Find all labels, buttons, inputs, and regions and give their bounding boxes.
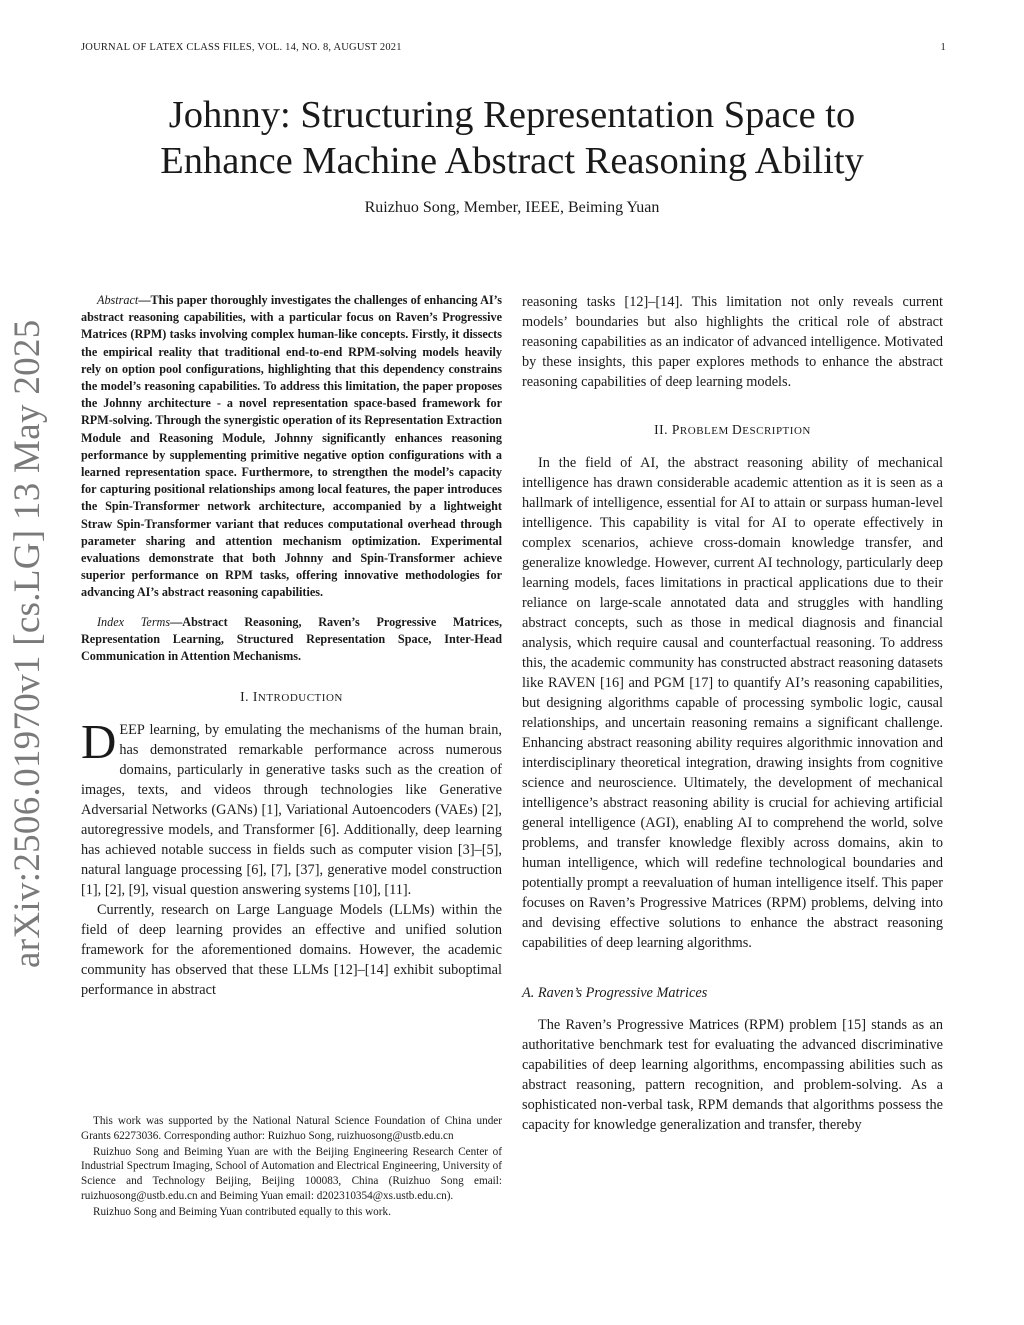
index-terms xyxy=(81,614,502,666)
abstract xyxy=(81,292,502,602)
rpm-paragraph: The Raven’s Progressive Matrices (RPM) problem [15] stands as an authoritative benchmark test for evaluating the advanced discriminative capabilities of deep learning algorithms, encompassing abilities such as abstract reasoning, pattern recognition, and problem-solving. As a sophisticated non-verbal task, RPM demands that algorithms possess the capacity for knowledge generalization and transfer, thereby xyxy=(522,1017,943,1133)
section-numeral: II. xyxy=(654,422,672,437)
page-number: 1 xyxy=(940,42,946,53)
running-head-text: JOURNAL OF LATEX CLASS FILES, VOL. 14, NO. 8, AUGUST 2021 xyxy=(81,42,402,53)
drop-cap: D xyxy=(81,714,117,770)
problem-paragraph: In the field of AI, the abstract reasoning ability of mechanical intelligence has drawn considerable academic attention as it is seen as a hallmark of intelligence, essential for AI to attain or surpass human-level intelligence. This capability is vital for AI to operate effectively in complex scenarios, achieve cross-domain knowledge transfer, and generalize knowledge. However, current AI technology, particularly deep learning models, faces limitations in practical applications due to their reliance on large-scale annotated data and struggles with handling abstract concepts, such as those in medical diagnosis and financial analysis, which require causal and counterfactual reasoning. To address this, the academic community has constructed abstract reasoning datasets like RAVEN [16] and PGM [17] to quantify AI’s reasoning capabilities, but designing algorithms capable of processing symbolic logic, causal relationships, and uncertain reasoning remains a significant challenge. Enhancing abstract reasoning ability requires algorithmic innovation and interdisciplinary theoretical integration, drawing insights from cognitive science and neuroscience. Ultimately, the development of mechanical intelligence’s abstract reasoning ability is crucial for achieving artificial general intelligence (AGI), enabling AI to comprehend the world, solve problems, and transfer knowledge flexibly across domains, akin to human intelligence, which will redefine technological boundaries and potentially prompt a reevaluation of human intelligence itself. This paper focuses on Raven’s Progressive Matrices (RPM) problems, delving into and devising effective solutions to enhance the abstract reasoning capabilities of deep learning algorithms. xyxy=(522,455,943,951)
footnote-funding: This work was supported by the National Natural Science Foundation of China under Grants 62273036. Corresponding author: Ruizhuo Song, ruizhuosong@ustb.edu.cn xyxy=(81,1115,502,1142)
index-terms-text: —Abstract Reasoning, Raven’s Progressive Matrices, Representation Learning, Structured Representation Space, Inter-Head Communication in Attention Mechanisms. xyxy=(81,614,502,664)
section-initial: P xyxy=(671,422,680,437)
intro-paragraph-1-text: EEP learning, by emulating the mechanisms of the human brain, has demonstrated remarkable performance across numerous domains, particularly in generative tasks such as the creation of images, texts, and videos through technologies like Generative Adversarial Networks (GANs) [1], Variational Autoencoders (VAEs) [2], autoregressive models, and Transformer [6]. Additionally, deep learning has achieved notable success in fields such as computer vision [3]–[5], natural language processing [6], [7], [37], generative model construction [1], [2], [9], visual question answering systems [10], [11]. xyxy=(81,722,502,899)
title-line-2: Enhance Machine Abstract Reasoning Ability xyxy=(160,140,864,182)
section-rest: ROBLEM xyxy=(679,425,733,437)
section-initial: D xyxy=(732,422,743,437)
footnotes xyxy=(81,1114,502,1221)
index-terms-label: Index Terms xyxy=(97,614,171,629)
section-numeral: I. xyxy=(240,689,253,705)
footnote-affiliation: Ruizhuo Song and Beiming Yuan are with the Beijing Engineering Research Center of Industrial Spectrum Imaging, School of Automation and Electrical Engineering, University of Science and Technology Beijing, Beijing 100083, China (Ruizhuo Song email: ruizhuosong@ustb.edu.cn and Beiming Yuan email: d202310354@xs.ustb.edu.cn). xyxy=(81,1145,502,1202)
section-heading-introduction xyxy=(81,687,502,708)
section-rest: NTRODUCTION xyxy=(257,692,343,705)
intro-paragraph-1 xyxy=(81,714,502,900)
arxiv-stamp: arXiv:2506.01970v1 [cs.LG] 13 May 2025 xyxy=(7,319,48,968)
footnote-contribution: Ruizhuo Song and Beiming Yuan contributed equally to this work. xyxy=(93,1205,391,1218)
abstract-text: —This paper thoroughly investigates the challenges of enhancing AI’s abstract reasoning capabilities, with a particular focus on Raven’s Progressive Matrices (RPM) tasks involving complex human-like concepts. Firstly, it dissects the empirical reality that traditional end-to-end RPM-solving models heavily rely on option pool configurations, highlighting that this dependency constrains the model’s reasoning capabilities. To address this limitation, the paper proposes the Johnny architecture - a novel representation space-based framework for RPM-solving. Through the synergistic operation of its Representation Extraction Module and Reasoning Module, Johnny significantly enhances reasoning performance by supplementing primitive negative option configurations with a learned representation space. Furthermore, to strengthen the model’s capacity for capturing positional relationships among local features, the paper introduces the Spin-Transformer network architecture, accompanied by a lightweight Straw Spin-Transformer variant that reduces computational overhead through parameter sharing and attention mechanism optimization. Experimental evaluations demonstrate that both Johnny and Spin-Transformer achieve superior performance on RPM tasks, offering innovative methodologies for advancing AI’s abstract reasoning capabilities. xyxy=(81,293,502,600)
abstract-label: Abstract xyxy=(97,293,139,307)
section-rest: ESCRIPTION xyxy=(742,425,811,437)
section-initial: I xyxy=(252,689,258,705)
subsection-heading-rpm: A. Raven’s Progressive Matrices xyxy=(522,985,708,1001)
running-header xyxy=(81,42,946,53)
author-list: Ruizhuo Song, Member, IEEE, Beiming Yuan xyxy=(364,199,660,216)
intro-paragraph-continued: reasoning tasks [12]–[14]. This limitation not only reveals current models’ boundaries but also highlights the critical role of abstract reasoning capabilities as an indicator of advanced intelligence. Motivated by these insights, this paper explores methods to enhance the abstract reasoning capabilities of deep learning models. xyxy=(522,294,943,390)
section-heading-problem xyxy=(522,420,943,441)
left-column xyxy=(81,292,502,1000)
intro-paragraph-2: Currently, research on Large Language Models (LLMs) within the field of deep learning provides an effective and unified solution framework for the aforementioned domains. However, the academic community has observed that these LLMs [12]–[14] exhibit suboptimal performance in abstract xyxy=(81,902,502,999)
paper-title xyxy=(0,92,1024,184)
title-line-1: Johnny: Structuring Representation Space to xyxy=(168,94,856,136)
right-column xyxy=(522,292,943,1135)
